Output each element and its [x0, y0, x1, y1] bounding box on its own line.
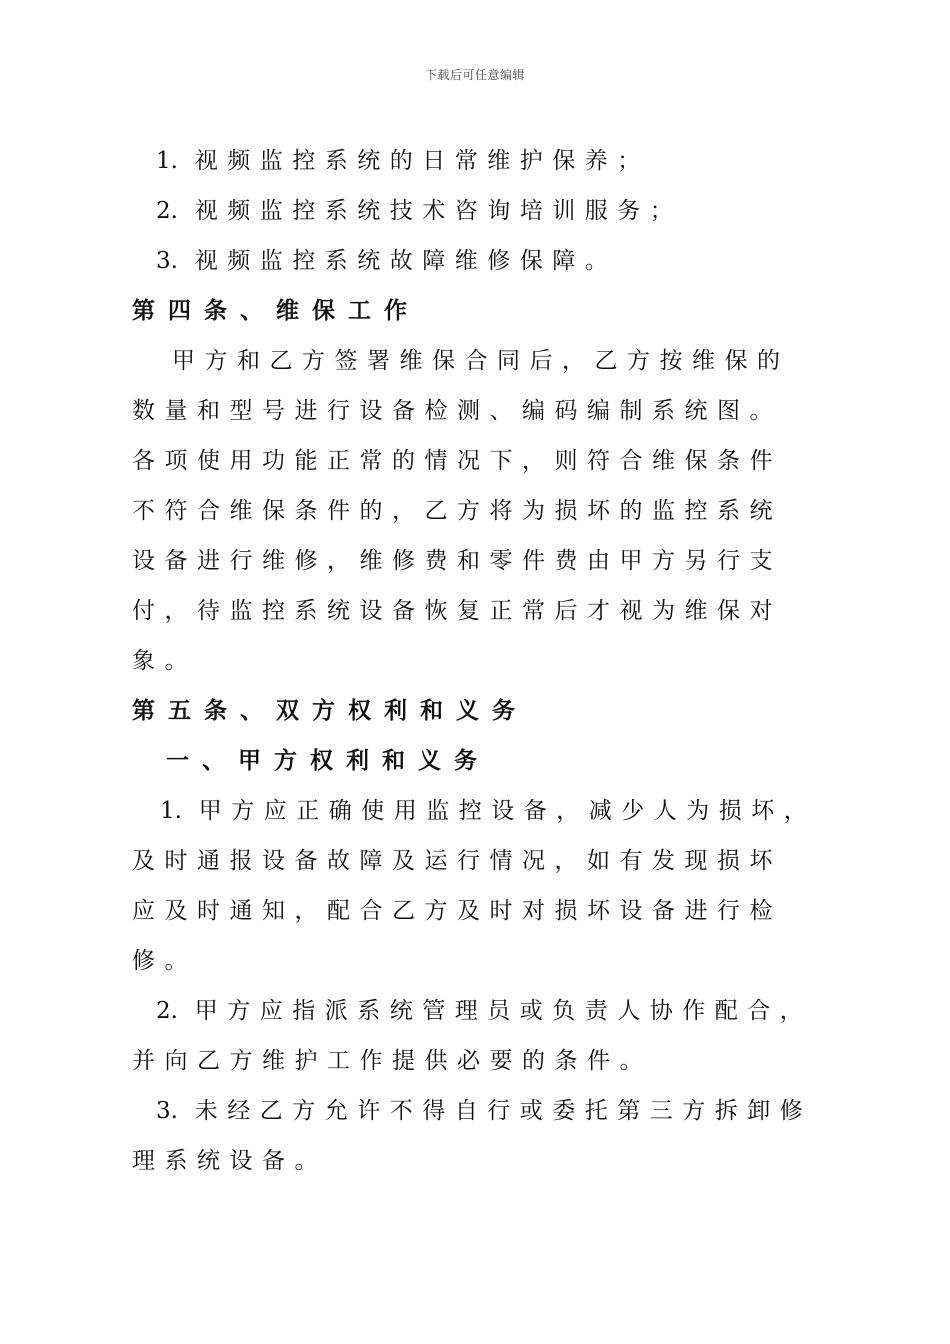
item-text: 视频监控系统技术咨询培训服务； [194, 198, 683, 224]
article-4-paragraph-line-4: 不符合维保条件的，乙方将为损坏的监控系统 [132, 498, 782, 524]
article-4-paragraph-line-6: 付，待监控系统设备恢复正常后才视为维保对 [132, 598, 782, 624]
service-item-3 [132, 243, 856, 279]
item-number: 2. [156, 998, 178, 1024]
party-a-item-1-line-2: 及时通报设备故障及运行情况，如有发现损坏 [132, 848, 782, 874]
party-a-item-2-line-2: 并向乙方维护工作提供必要的条件。 [132, 1048, 652, 1074]
item-text: 甲方应正确使用监控设备，减少人为损坏， [198, 798, 817, 824]
party-a-subheading: 一、甲方权利和义务 [166, 747, 490, 774]
article-4-paragraph-line-7: 象。 [132, 648, 197, 674]
party-a-item-3-line-2: 理系统设备。 [132, 1148, 327, 1174]
party-a-item-3-line-1 [132, 1093, 856, 1129]
article-4-paragraph-line-3: 各项使用功能正常的情况下，则符合维保条件 [132, 448, 782, 474]
article-4-heading: 第四条、维保工作 [132, 297, 420, 324]
item-number: 1. [156, 148, 178, 174]
item-number: 2. [156, 198, 178, 224]
article-5-heading: 第五条、双方权利和义务 [132, 697, 528, 724]
item-number: 3. [156, 1098, 178, 1124]
service-item-1 [132, 143, 856, 179]
service-item-2 [132, 193, 856, 229]
item-number: 1. [160, 798, 182, 824]
party-a-item-2-line-1 [132, 993, 856, 1029]
party-a-item-1-line-3: 应及时通知，配合乙方及时对损坏设备进行检 [132, 898, 782, 924]
item-number: 3. [156, 248, 178, 274]
article-4-paragraph-line-5: 设备进行维修，维修费和零件费由甲方另行支 [132, 548, 782, 574]
item-text: 视频监控系统的日常维护保养； [194, 148, 650, 174]
page-header: 下载后可任意编辑 [424, 68, 525, 82]
item-text: 视频监控系统故障维修保障。 [194, 248, 618, 274]
party-a-item-1-line-1 [132, 793, 860, 829]
article-4-paragraph-line-1: 甲方和乙方签署维保合同后，乙方按维保的 [172, 348, 790, 374]
item-text: 甲方应指派系统管理员或负责人协作配合， [194, 998, 813, 1024]
item-text: 未经乙方允许不得自行或委托第三方拆卸修 [194, 1098, 813, 1124]
article-4-paragraph-line-2: 数量和型号进行设备检测、编码编制系统图。 [132, 398, 782, 424]
party-a-item-1-line-4: 修。 [132, 948, 197, 974]
